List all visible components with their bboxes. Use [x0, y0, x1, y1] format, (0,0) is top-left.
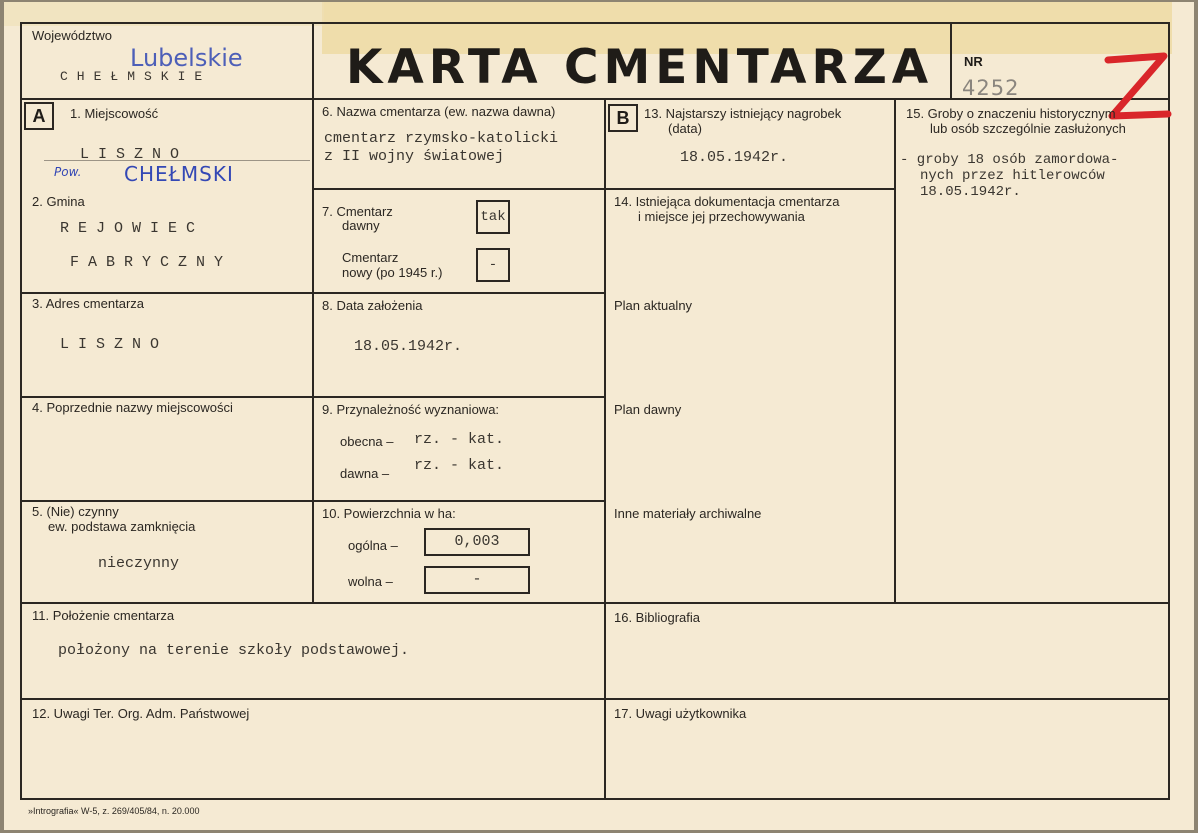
- section-a-badge: A: [24, 102, 54, 130]
- cemetery-card: [4, 2, 1194, 830]
- f9-label: 9. Przynależność wyznaniowa:: [322, 402, 500, 417]
- f2-value-line1: REJOWIEC: [60, 220, 205, 237]
- printer-footer: »Intrografia« W-5, z. 269/405/84, n. 20.000: [28, 806, 200, 816]
- f13-value: 18.05.1942r.: [680, 149, 789, 166]
- f11-label: 11. Położenie cmentarza: [32, 608, 175, 623]
- other-materials-label: Inne materiały archiwalne: [614, 506, 762, 521]
- f15-value-line1: - groby 18 osób zamordowa-: [900, 152, 1119, 168]
- f2-value-line2: FABRYCZNY: [70, 254, 233, 271]
- row-divider-a4: [20, 500, 312, 502]
- col-divider-1: [312, 22, 314, 602]
- f7-old-label-line2: dawny: [342, 218, 380, 233]
- f6-value-line1: cmentarz rzymsko-katolicki: [324, 130, 559, 147]
- f13-label-line1: 13. Najstarszy istniejący nagrobek: [644, 106, 842, 121]
- f1-hand-prefix: Pow.: [54, 165, 82, 179]
- row-divider-a3: [20, 396, 312, 398]
- row-divider-m2: [312, 292, 604, 294]
- f7-old-label-line1: 7. Cmentarz: [322, 204, 393, 219]
- f14-label-line1: 14. Istniejąca dokumentacja cmentarza: [614, 194, 840, 209]
- f5-value: nieczynny: [98, 555, 180, 572]
- f7-new-label-line1: Cmentarz: [342, 250, 399, 265]
- f10-free-box[interactable]: -: [424, 566, 530, 594]
- f15-value-line2: nych przez hitlerowców: [920, 168, 1105, 184]
- f15-label-line1: 15. Groby o znaczeniu historycznym: [906, 106, 1116, 121]
- f9-former-label: dawna –: [340, 466, 390, 481]
- f10-free-label: wolna –: [348, 574, 393, 589]
- f1-hand-value: CHEŁMSKI: [124, 162, 234, 186]
- f6-label: 6. Nazwa cmentarza (ew. nazwa dawna): [322, 104, 556, 119]
- plan-former-label: Plan dawny: [614, 402, 682, 417]
- f14-label-line2: i miejsce jej przechowywania: [638, 209, 805, 224]
- f2-label: 2. Gmina: [32, 194, 85, 209]
- row-divider-m4: [312, 500, 604, 502]
- col-divider-2: [604, 98, 606, 800]
- f9-current-label: obecna –: [340, 434, 394, 449]
- f3-label: 3. Adres cmentarza: [32, 296, 144, 311]
- f13-label-line2: (data): [668, 121, 702, 136]
- section-b-badge: B: [608, 104, 638, 132]
- f10-total-box[interactable]: 0,003: [424, 528, 530, 556]
- row-divider-a2: [20, 292, 312, 294]
- f17-label: 17. Uwagi użytkownika: [614, 706, 747, 721]
- red-z-letter: Z: [1100, 50, 1101, 51]
- f4-label: 4. Poprzednie nazwy miejscowości: [32, 400, 233, 415]
- f15-label-line2: lub osób szczególnie zasłużonych: [930, 121, 1126, 136]
- nr-divider: [950, 22, 952, 100]
- card-title: KARTA CMENTARZA: [346, 40, 934, 95]
- row-divider-bottom: [20, 698, 1170, 700]
- nr-label: NR: [964, 54, 983, 69]
- nr-value: 4252: [962, 76, 1020, 100]
- row-divider-m1: [312, 188, 604, 190]
- f1-underline: [44, 160, 310, 161]
- plan-current-label: Plan aktualny: [614, 298, 693, 313]
- row-divider-b1: [604, 188, 894, 190]
- f1-value: LISZNO: [80, 146, 189, 163]
- f6-value-line2: z II wojny światowej: [324, 148, 505, 165]
- f9-former-value: rz. - kat.: [414, 457, 505, 474]
- row-divider-lower: [20, 602, 1170, 604]
- f5-label-line2: ew. podstawa zamknięcia: [48, 519, 196, 534]
- f7-new-checkbox[interactable]: -: [476, 248, 510, 282]
- f1-label: 1. Miejscowość: [70, 106, 159, 121]
- f7-new-label-line2: nowy (po 1945 r.): [342, 265, 443, 280]
- voivodeship-label: Województwo: [32, 28, 112, 43]
- f12-label: 12. Uwagi Ter. Org. Adm. Państwowej: [32, 706, 250, 721]
- f10-total-label: ogólna –: [348, 538, 398, 553]
- f10-label: 10. Powierzchnia w ha:: [322, 506, 456, 521]
- f3-value: LISZNO: [60, 336, 169, 353]
- f11-value: położony na terenie szkoły podstawowej.: [58, 642, 410, 659]
- f8-value: 18.05.1942r.: [354, 338, 463, 355]
- row-divider-m3: [312, 396, 604, 398]
- f15-value-line3: 18.05.1942r.: [920, 184, 1021, 200]
- region-typed: CHEŁMSKIE: [60, 69, 212, 84]
- f9-current-value: rz. - kat.: [414, 431, 505, 448]
- voivodeship-stamp: Lubelskie: [130, 44, 243, 72]
- f7-old-checkbox[interactable]: tak: [476, 200, 510, 234]
- f5-label-line1: 5. (Nie) czynny: [32, 504, 119, 519]
- f8-label: 8. Data założenia: [322, 298, 423, 313]
- col-divider-3: [894, 98, 896, 604]
- f16-label: 16. Bibliografia: [614, 610, 700, 625]
